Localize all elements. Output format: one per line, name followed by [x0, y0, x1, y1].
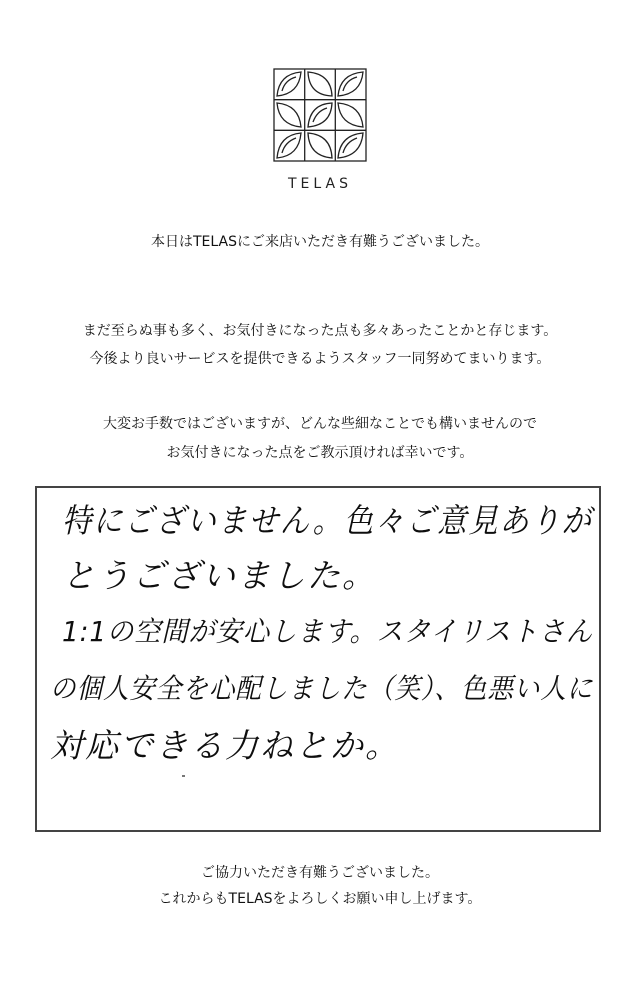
handwritten-line-5: 対応できる力ねとか。: [50, 726, 400, 765]
handwritten-line-2: とうございました。: [62, 556, 377, 595]
ink-speck: [182, 775, 185, 777]
apology-line-1: まだ至らぬ事も多く、お気付きになった点も多々あったことかと存じます。: [82, 323, 558, 339]
request-line-2: お気付きになった点をご教示頂ければ幸いです。: [166, 445, 474, 461]
closing-line-2: これからもTELASをよろしくお願い申し上げます。: [158, 891, 482, 907]
handwritten-line-1: 特にございません。色々ご意見ありが: [62, 501, 593, 540]
apology-line-2: 今後より良いサービスを提供できるようスタッフ一同努めてまいります。: [89, 351, 551, 367]
closing-line-1: ご協力いただき有難うございました。: [201, 865, 439, 881]
handwritten-line-3: 1:1の空間が安心します。スタイリストさん: [62, 615, 594, 648]
telas-logo-mark-icon: [273, 68, 367, 162]
brand-name: TELAS: [288, 176, 352, 192]
greeting-text: 本日はTELASにご来店いただき有難うございました。: [151, 234, 489, 250]
request-line-1: 大変お手数ではございますが、どんな些細なことでも構いませんので: [103, 416, 537, 432]
handwritten-line-4: の個人安全を心配しました（笑）、色悪い人に: [50, 672, 594, 705]
